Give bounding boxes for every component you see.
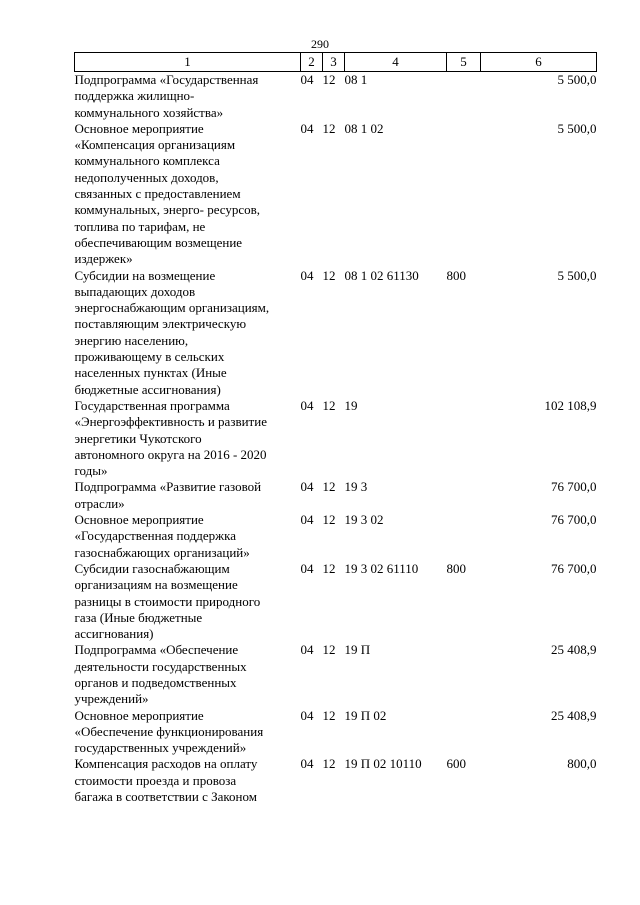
- row-name-cell: [75, 512, 301, 561]
- row-amount-cell: 5 500,0: [557, 72, 597, 87]
- row-name-line: Государственная программа: [74, 397, 230, 413]
- row-name-line: «Государственная поддержка: [74, 528, 237, 544]
- row-amount-cell: 76 700,0: [551, 512, 597, 528]
- row-name-line: населенных пунктах (Иные: [74, 365, 227, 381]
- row-name-line: выпадающих доходов: [74, 283, 196, 299]
- row-pr-cell: 12: [322, 512, 336, 528]
- row-name-line: «Энергоэффективность и развитие: [74, 414, 267, 430]
- row-name-line: поддержка жилищно-: [74, 88, 195, 104]
- row-name-line: энергетики Чукотского: [74, 430, 202, 446]
- row-rz-cell: 04: [300, 120, 314, 136]
- row-name-line: стоимости проезда и провоза: [74, 772, 237, 788]
- row-name-line: Субсидии на возмещение: [74, 267, 216, 283]
- header-col-1: 1: [75, 53, 301, 72]
- row-vr-cell: [447, 121, 481, 268]
- row-pr-cell: 12: [322, 707, 336, 723]
- row-name-line: газа (Иные бюджетные: [74, 609, 203, 625]
- row-csr-cell: 19: [344, 397, 358, 413]
- header-row: [75, 53, 597, 72]
- row-name-cell: [75, 72, 301, 121]
- row-amount-cell: 25 408,9: [551, 642, 597, 658]
- row-amount-cell: 800,0: [567, 756, 597, 772]
- row-name-line: коммунального хозяйства»: [74, 104, 224, 120]
- row-name-line: учреждений»: [74, 691, 149, 707]
- row-name-cell: [75, 561, 301, 642]
- row-pr-cell: 12: [322, 479, 336, 495]
- row-name-line: бюджетные ассигнования): [74, 381, 221, 397]
- row-amount-cell: 76 700,0: [551, 479, 597, 495]
- row-name-line: «Компенсация организациям: [74, 137, 236, 153]
- row-vr-cell: [447, 72, 481, 121]
- row-amount-cell: 76 700,0: [551, 560, 597, 576]
- row-amount-cell: 102 108,9: [544, 397, 597, 413]
- row-csr-cell: 19 П: [344, 642, 371, 658]
- row-name-line: энергоснабжающим организациям,: [74, 300, 270, 316]
- row-name-line: коммунальных, энерго- ресурсов,: [74, 202, 261, 218]
- table-row: [75, 642, 597, 707]
- header-col-3: 3: [323, 53, 345, 72]
- row-csr-cell: 19 П 02 10110: [344, 756, 422, 772]
- row-name-line: топлива по тарифам, не: [74, 218, 206, 234]
- row-vr-cell: [447, 642, 481, 707]
- row-name-line: коммунального комплекса: [74, 153, 220, 169]
- table-row: [75, 268, 597, 398]
- header-col-2: 2: [301, 53, 323, 72]
- row-csr-cell: 19 3 02 61110: [344, 560, 419, 576]
- row-pr-cell: 12: [322, 267, 336, 283]
- row-csr-cell: 08 1 02: [344, 120, 384, 136]
- row-pr-cell: 12: [322, 756, 336, 772]
- row-name-cell: [75, 642, 301, 707]
- row-rz-cell: 04: [300, 72, 314, 87]
- row-name-line: энергию населению,: [74, 332, 189, 348]
- row-csr-cell: 08 1: [344, 72, 368, 87]
- header-col-6: 6: [481, 53, 597, 72]
- row-vr-cell: [447, 479, 481, 512]
- row-rz-cell: 04: [300, 267, 314, 283]
- row-name-line: Субсидии газоснабжающим: [74, 560, 230, 576]
- row-amount-cell: 5 500,0: [557, 120, 597, 136]
- row-name-line: отрасли»: [74, 495, 125, 511]
- row-name-line: «Обеспечение функционирования: [74, 723, 264, 739]
- row-rz-cell: 04: [300, 560, 314, 576]
- row-name-line: государственных учреждений»: [74, 740, 247, 756]
- row-name-line: Компенсация расходов на оплату: [74, 756, 258, 772]
- table-row: [75, 121, 597, 268]
- row-name-line: обеспечивающим возмещение: [74, 234, 243, 250]
- table-row: [75, 512, 597, 561]
- row-name-line: поставляющим электрическую: [74, 316, 247, 332]
- row-rz-cell: 04: [300, 479, 314, 495]
- row-name-line: разницы в стоимости природного: [74, 593, 261, 609]
- row-name-cell: [75, 398, 301, 479]
- table-body: [75, 72, 597, 806]
- table-header: [75, 53, 597, 72]
- row-name-cell: [75, 479, 301, 512]
- row-name-line: Основное мероприятие: [74, 120, 204, 136]
- row-csr-cell: 19 3 02: [344, 512, 384, 528]
- header-col-4: 4: [345, 53, 447, 72]
- row-rz-cell: 04: [300, 397, 314, 413]
- row-name-line: автономного округа на 2016 - 2020: [74, 446, 267, 462]
- row-name-line: годы»: [74, 463, 108, 479]
- row-vr-cell: 800: [446, 267, 466, 283]
- row-name-line: Подпрограмма «Развитие газовой: [74, 479, 262, 495]
- row-name-cell: [75, 756, 301, 805]
- row-amount-cell: 25 408,9: [551, 707, 597, 723]
- table-row: [75, 398, 597, 479]
- row-vr-cell: [447, 512, 481, 561]
- table-row: [75, 72, 597, 121]
- row-name-line: издержек»: [74, 251, 133, 267]
- row-csr-cell: 19 3: [344, 479, 368, 495]
- row-name-line: деятельности государственных: [74, 658, 247, 674]
- row-pr-cell: 12: [322, 397, 336, 413]
- row-csr-cell: 19 П 02: [344, 707, 387, 723]
- row-vr-cell: 800: [446, 560, 466, 576]
- row-vr-cell: 600: [446, 756, 466, 772]
- row-name-line: связанных с предоставлением: [74, 186, 241, 202]
- row-vr-cell: [447, 398, 481, 479]
- row-rz-cell: 04: [300, 707, 314, 723]
- row-pr-cell: 12: [322, 120, 336, 136]
- row-name-line: организациям на возмещение: [74, 577, 238, 593]
- row-csr-cell: 08 1 02 61130: [344, 267, 419, 283]
- page-number: 290: [311, 37, 329, 51]
- table-row: [75, 708, 597, 757]
- row-name-line: Подпрограмма «Государственная: [74, 72, 259, 87]
- row-name-cell: [75, 708, 301, 757]
- row-rz-cell: 04: [300, 512, 314, 528]
- row-name-line: Подпрограмма «Обеспечение: [74, 642, 239, 658]
- row-name-cell: [75, 268, 301, 398]
- budget-table: [74, 52, 597, 805]
- row-name-cell: [75, 121, 301, 268]
- row-name-line: недополученных доходов,: [74, 169, 219, 185]
- row-name-line: Основное мероприятие: [74, 512, 204, 528]
- row-rz-cell: 04: [300, 756, 314, 772]
- row-name-line: ассигнования): [74, 626, 154, 642]
- row-name-line: Основное мероприятие: [74, 707, 204, 723]
- row-name-line: газоснабжающих организаций»: [74, 544, 250, 560]
- header-col-5: 5: [447, 53, 481, 72]
- row-amount-cell: 5 500,0: [557, 267, 597, 283]
- table-row: [75, 561, 597, 642]
- row-name-line: проживающему в сельских: [74, 349, 225, 365]
- table-row: [75, 756, 597, 805]
- row-pr-cell: 12: [322, 560, 336, 576]
- row-vr-cell: [447, 708, 481, 757]
- row-name-line: органов и подведомственных: [74, 674, 237, 690]
- row-pr-cell: 12: [322, 72, 336, 87]
- row-rz-cell: 04: [300, 642, 314, 658]
- table-row: [75, 479, 597, 512]
- row-name-line: багажа в соответствии с Законом: [74, 789, 257, 805]
- row-pr-cell: 12: [322, 642, 336, 658]
